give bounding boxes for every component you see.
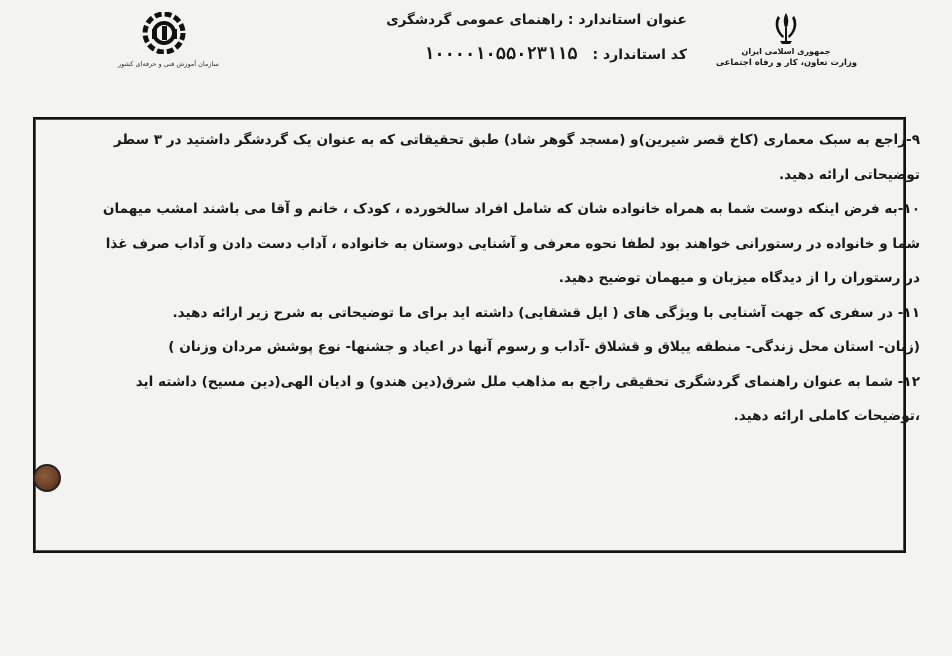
- tvto-logo-icon: [138, 12, 190, 54]
- tvto-logo: [118, 12, 219, 78]
- emblem-caption-country: جمهوری اسلامی ایران: [741, 47, 831, 56]
- question-10-line-3: در رستوران را از دیدگاه میزبان و میهمان توضیح دهید.: [558, 270, 920, 286]
- question-11-line-2: (زبان- استان محل زندگی- منطقه ییلاق و قشلاق -آداب و رسوم آنها در اعیاد و جشنها- نوع پوشش مردان وزنان ): [168, 339, 920, 355]
- question-9-line-2: توضیحاتی ارائه دهید.: [779, 166, 920, 183]
- iran-emblem-logo: [716, 10, 856, 80]
- standard-title-value: راهنمای عمومی گردشگری: [386, 12, 564, 28]
- emblem-caption-ministry: وزارت تعاون، کار و رفاه اجتماعی: [716, 58, 858, 68]
- standard-code: [424, 44, 687, 64]
- question-10-line-1: ۱۰-به فرض اینکه دوست شما به همراه خانواده شان که شامل افراد سالخورده ، کودک ، خانم و آقا می باشند امشب میهمان: [102, 201, 920, 217]
- standard-code-value: ۱۰۰۰۰۱۰۵۵۰۲۳۱۱۵: [424, 44, 578, 64]
- iran-emblem-icon: [766, 10, 806, 46]
- question-12-line-1: ۱۲- شما به عنوان راهنمای گردشگری تحقیقی راجع به مذاهب ملل شرق(دین هندو) و ادیان الهی(دین مسیح) داشته اید: [135, 373, 920, 390]
- standard-title: [386, 12, 687, 28]
- standard-title-label: عنوان استاندارد :: [567, 12, 687, 28]
- question-9-line-1: ۹-راجع به سبک معماری (کاخ قصر شیرین)و (مسجد گوهر شاد) طبق تحقیقاتی که به عنوان یک گردشگر داشتید در ۳ سطر: [113, 132, 920, 148]
- questions-content: [85, 123, 920, 434]
- tvto-logo-caption: سازمان آموزش فنی و حرفه‌ای کشور: [118, 60, 219, 68]
- punch-hole-icon: [33, 464, 61, 492]
- question-10-line-2: شما و خانواده در رستورانی خواهند بود لطفا نحوه معرفی و آشنایی دوستان به خانواده ، آداب دست دادن و آداب صرف غذا: [105, 235, 920, 252]
- question-12-line-2: ،توضیحات کاملی ارائه دهید.: [733, 408, 920, 424]
- question-11-line-1: ۱۱- در سفری که جهت آشنایی با ویژگی های ( ایل قشقایی) داشته اید برای ما توضیحاتی به شرح زیر ارائه دهید.: [172, 304, 920, 321]
- standard-code-label: کد استاندارد :: [592, 47, 687, 63]
